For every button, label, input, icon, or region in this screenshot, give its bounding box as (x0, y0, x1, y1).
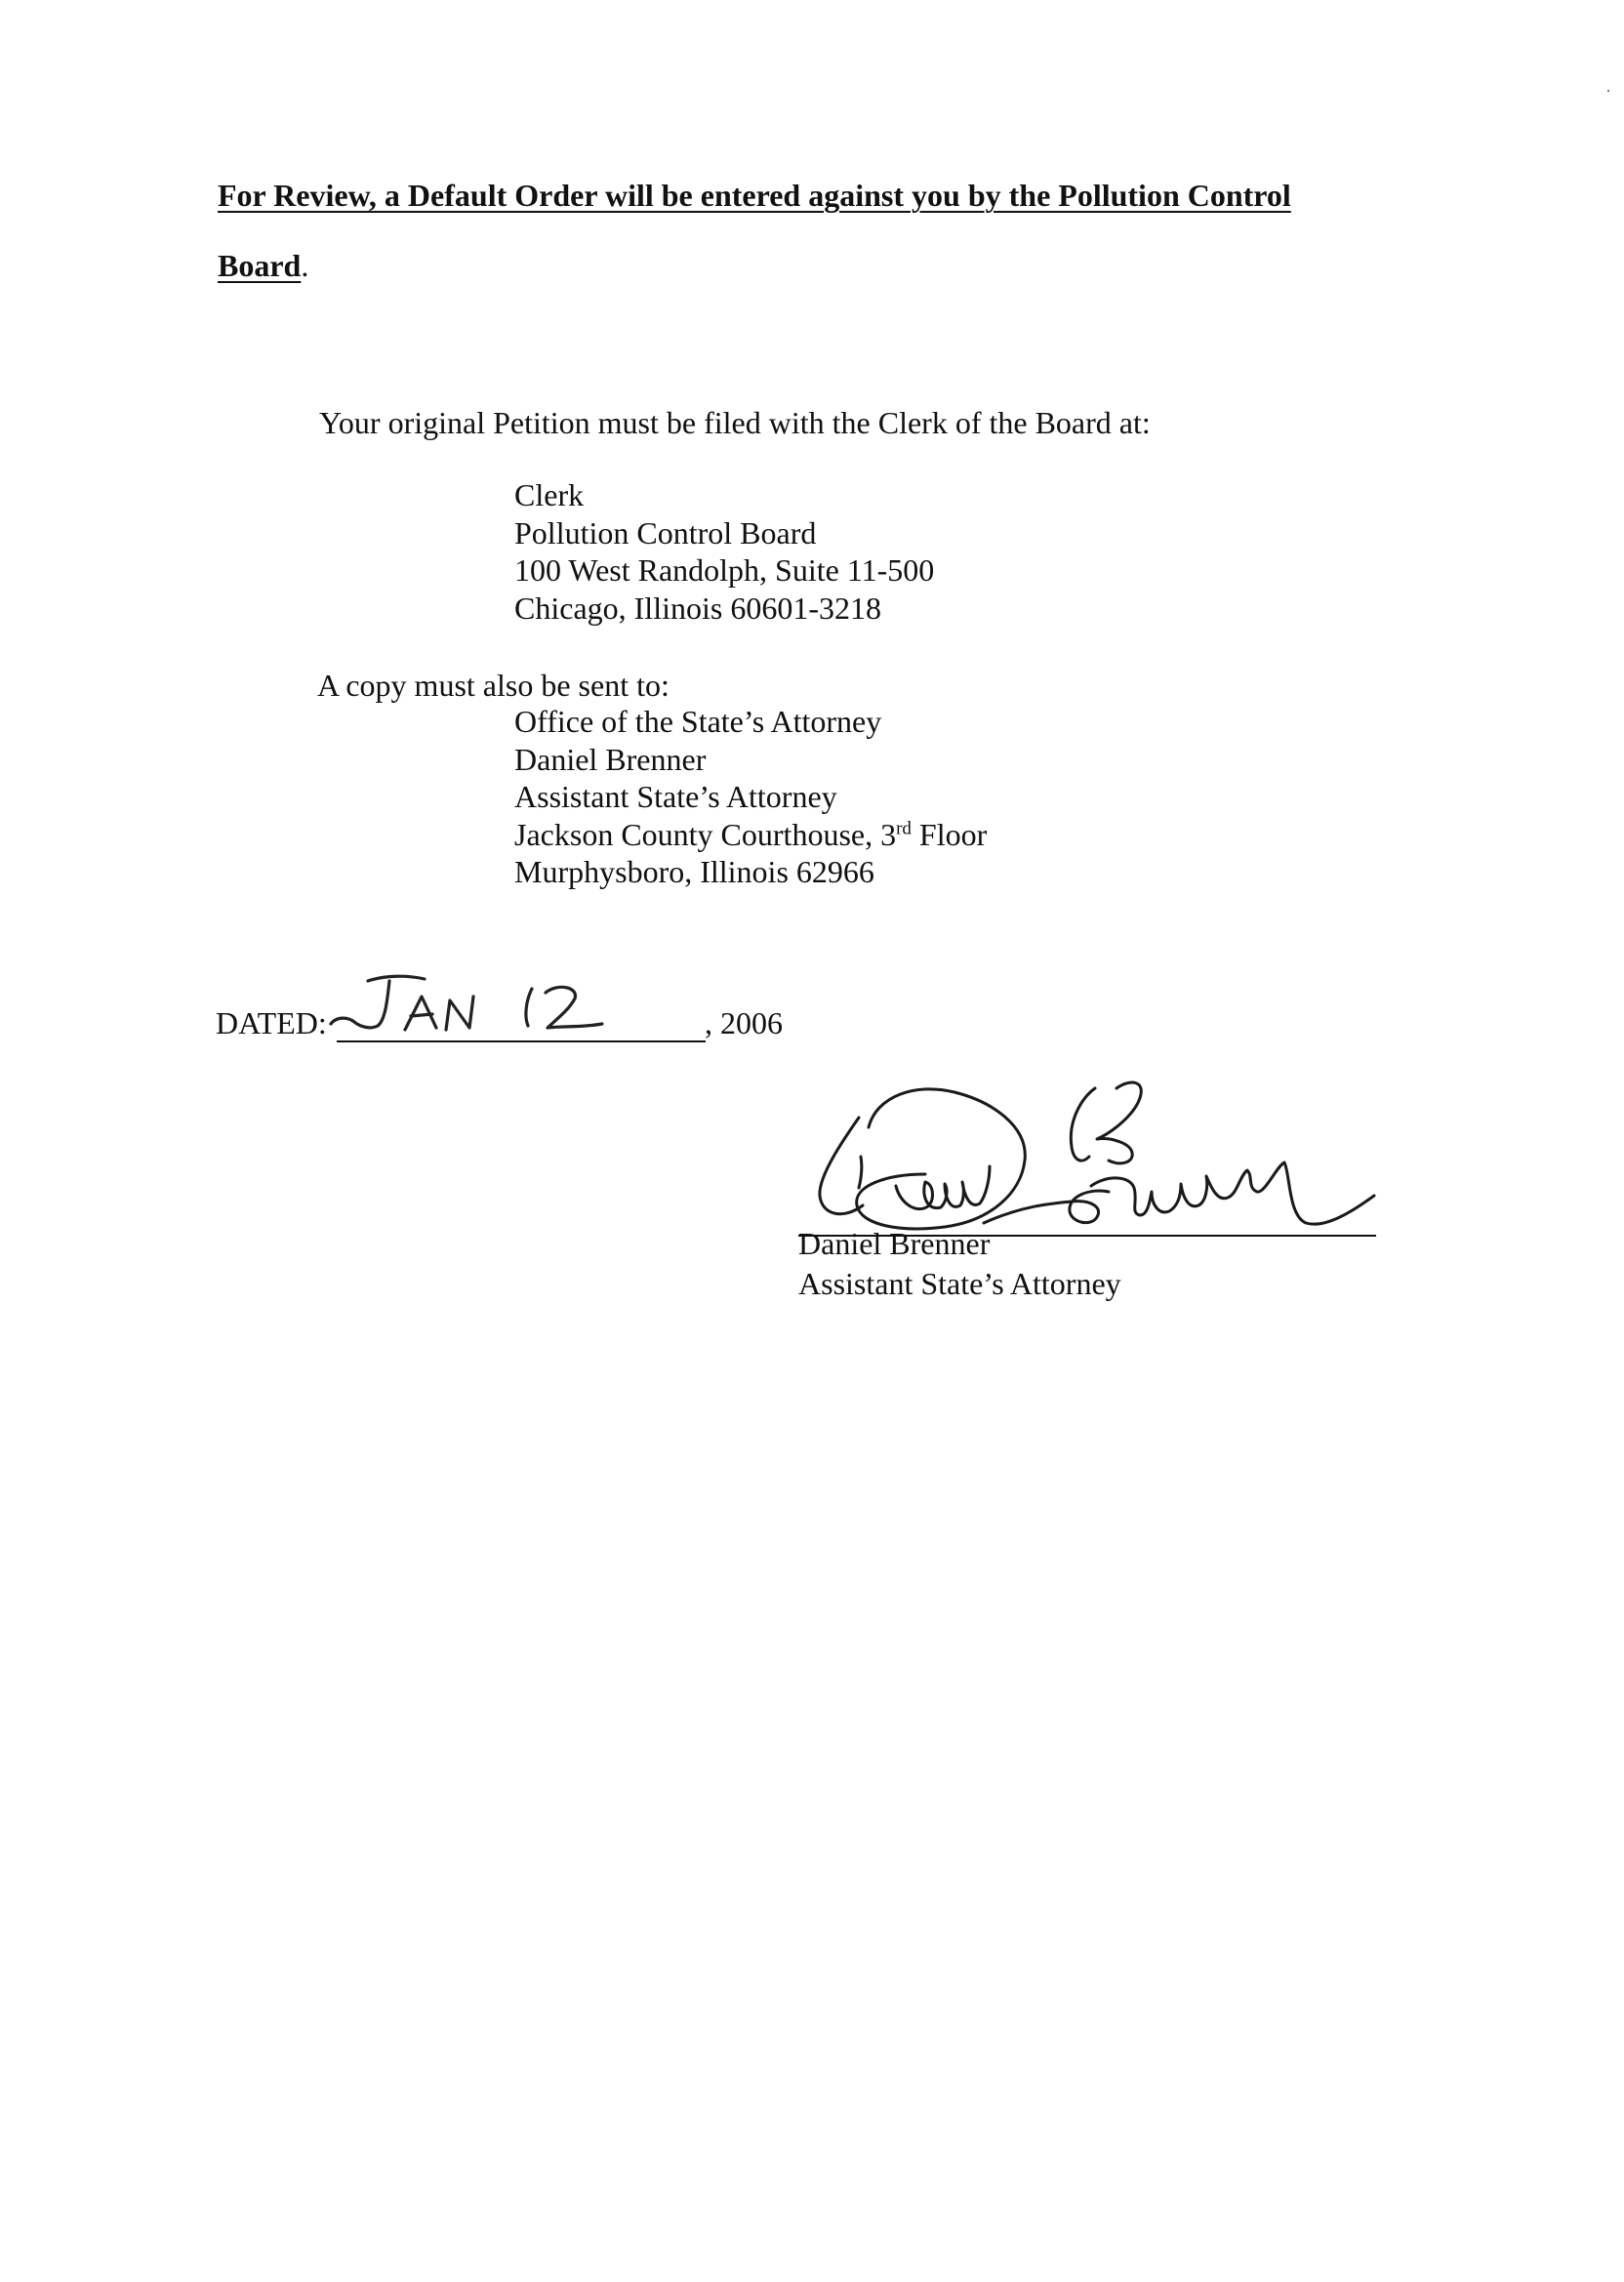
dated-year: , 2006 (705, 1005, 783, 1040)
scan-speck (1607, 90, 1609, 92)
filing-instruction: Your original Petition must be filed with the Clerk of the Board at: (319, 405, 1151, 440)
notice-heading-line2 (218, 248, 308, 284)
dated-label: DATED: (216, 1005, 327, 1040)
courthouse-prefix: Jackson County Courthouse, 3 (514, 816, 897, 852)
courthouse-suffix: Floor (911, 816, 988, 852)
signer-title: Assistant State’s Attorney (798, 1266, 1121, 1301)
attorney-city: Murphysboro, Illinois 62966 (514, 854, 874, 889)
notice-heading-board: Board (218, 248, 302, 283)
clerk-address-line: Chicago, Illinois 60601-3218 (514, 590, 881, 626)
clerk-address-block (514, 476, 934, 627)
handwritten-date (327, 971, 620, 1049)
attorney-name: Daniel Brenner (514, 741, 707, 777)
attorney-title: Assistant State’s Attorney (514, 779, 837, 814)
attorney-address-block (514, 703, 987, 891)
clerk-address-line: 100 West Randolph, Suite 11-500 (514, 552, 935, 588)
signer-name: Daniel Brenner (798, 1226, 991, 1261)
attorney-courthouse (514, 816, 987, 854)
notice-heading-line1: For Review, a Default Order will be entered against you by the Pollution Control (218, 178, 1291, 213)
attorney-office: Office of the State’s Attorney (514, 704, 882, 739)
handwritten-date-text: JAN 12 (327, 971, 331, 972)
clerk-address-line: Pollution Control Board (514, 514, 817, 550)
clerk-address-line: Clerk (514, 477, 585, 512)
courthouse-ordinal: rd (896, 817, 912, 838)
notice-heading-period: . (301, 248, 309, 283)
copy-instruction: A copy must also be sent to: (317, 668, 670, 703)
